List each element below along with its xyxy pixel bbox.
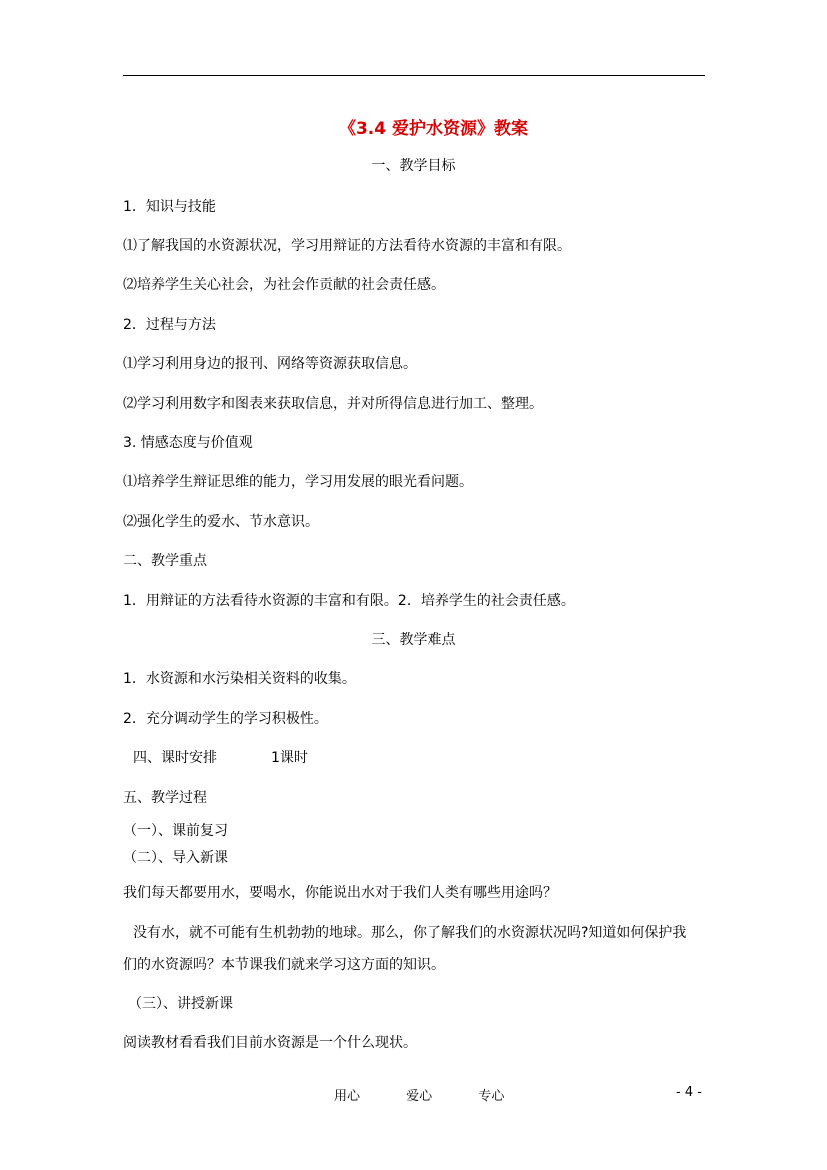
subsection-review: （一）、课前复习 — [123, 823, 228, 839]
schedule-value: 1课时 — [271, 750, 308, 766]
section-heading-difficulties: 三、教学难点 — [371, 632, 456, 648]
subheading-process: 2．过程与方法 — [123, 317, 216, 333]
footer-item: 用心 — [334, 1089, 361, 1104]
paragraph: 们的水资源吗？本节课我们就来学习这方面的知识。 — [123, 957, 445, 973]
paragraph: 我们每天都要用水，要喝水，你能说出水对于我们人类有哪些用途吗？ — [123, 885, 557, 901]
footer-motto — [334, 1085, 546, 1104]
footer-item: 爱心 — [406, 1089, 433, 1104]
section-heading-process: 五、教学过程 — [123, 790, 207, 806]
paragraph: 阅读教材看看我们目前水资源是一个什么现状。 — [123, 1035, 417, 1051]
section-heading-schedule: 四、课时安排 — [133, 750, 217, 766]
subsection-teaching: （三）、讲授新课 — [128, 996, 233, 1012]
paragraph: 1．用辩证的方法看待水资源的丰富和有限。2．培养学生的社会责任感。 — [123, 593, 575, 609]
section-heading-objectives: 一、教学目标 — [371, 158, 456, 174]
paragraph: 没有水，就不可能有生机勃勃的地球。那么，你了解我们的水资源状况吗?知道如何保护我 — [133, 925, 687, 941]
subheading-attitude: 3. 情感态度与价值观 — [123, 435, 253, 451]
page-number: - 4 - — [676, 1085, 702, 1100]
paragraph: ⑵培养学生关心社会，为社会作贡献的社会责任感。 — [123, 277, 445, 293]
subsection-intro: （二）、导入新课 — [123, 850, 228, 866]
paragraph: 1．水资源和水污染相关资料的收集。 — [123, 671, 356, 687]
footer-item: 专心 — [478, 1089, 505, 1104]
paragraph: ⑴培养学生辩证思维的能力，学习用发展的眼光看问题。 — [123, 474, 473, 490]
document-title: 《3.4 爱护水资源》教案 — [338, 119, 529, 139]
paragraph: ⑴了解我国的水资源状况，学习用辩证的方法看待水资源的丰富和有限。 — [123, 238, 571, 254]
paragraph: ⑴学习利用身边的报刊、网络等资源获取信息。 — [123, 356, 417, 372]
paragraph: 2．充分调动学生的学习积极性。 — [123, 711, 328, 727]
paragraph: ⑵强化学生的爱水、节水意识。 — [123, 514, 319, 530]
section-heading-keypoints: 二、教学重点 — [123, 553, 207, 569]
header-rule — [123, 75, 705, 76]
subheading-knowledge: 1．知识与技能 — [123, 199, 216, 215]
paragraph: ⑵学习利用数字和图表来获取信息，并对所得信息进行加工、整理。 — [123, 396, 543, 412]
